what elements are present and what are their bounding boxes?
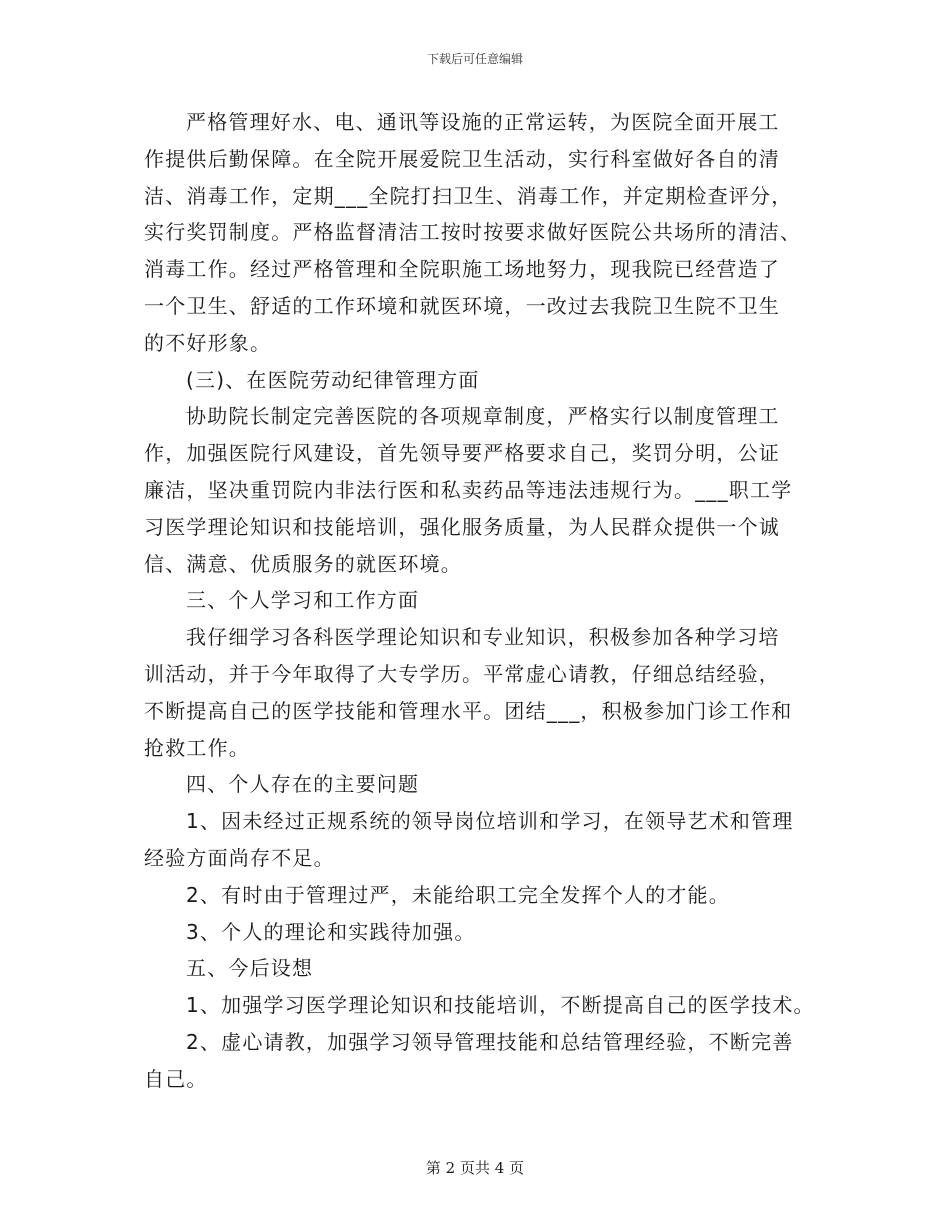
text-line: 作提供后勤保障。在全院开展爱院卫生活动，实行科室做好各自的清	[144, 146, 780, 171]
text-line: 习医学理论知识和技能培训，强化服务质量，为人民群众提供一个诚	[144, 514, 780, 539]
text-line: 严格管理好水、电、通讯等设施的正常运转，为医院全面开展工	[186, 110, 780, 134]
text-line: 消毒工作。经过严格管理和全院职施工场地努力，现我院已经营造了	[144, 257, 780, 282]
list-item-continuation: 经验方面尚存不足。	[144, 845, 335, 870]
text-line: 协助院长制定完善医院的各项规章制度，严格实行以制度管理工	[186, 404, 780, 429]
text-line: 一个卫生、舒适的工作环境和就医环境，一改过去我院卫生院不卫生	[144, 293, 780, 318]
page-footer: 第 2 页共 4 页	[425, 1159, 525, 1177]
text-line: 不断提高自己的医学技能和管理水平。团结___，积极参加门诊工作和	[144, 698, 793, 723]
text-line: 作，加强医院行风建设，首先领导要严格要求自己，奖罚分明，公证	[144, 441, 780, 466]
list-item-continuation: 自己。	[144, 1066, 208, 1091]
section-heading: 五、今后设想	[186, 956, 314, 981]
text-line: 实行奖罚制度。严格监督清洁工按时按要求做好医院公共场所的清洁、	[144, 220, 802, 245]
text-line: 洁、消毒工作，定期___全院打扫卫生、消毒工作，并定期检查评分，	[144, 183, 793, 208]
text-line: 我仔细学习各科医学理论知识和专业知识，积极参加各种学习培	[186, 625, 780, 650]
list-item: 3、个人的理论和实践待加强。	[186, 919, 476, 944]
text-line: 的不好形象。	[144, 330, 272, 355]
list-item: 1、因未经过正规系统的领导岗位培训和学习，在领导艺术和管理	[186, 809, 794, 834]
section-heading: 三、个人学习和工作方面	[186, 588, 420, 613]
list-item: 2、有时由于管理过严，未能给职工完全发挥个人的才能。	[186, 882, 730, 907]
page-header: 下载后可任意编辑	[426, 52, 523, 66]
section-heading: 四、个人存在的主要问题	[186, 772, 420, 797]
document-body	[144, 104, 824, 1098]
list-item: 1、加强学习医学理论知识和技能培训，不断提高自己的医学技术。	[186, 993, 815, 1018]
text-line: 信、满意、优质服务的就医环境。	[144, 551, 462, 576]
list-item: 2、虚心请教，加强学习领导管理技能和总结管理经验，不断完善	[186, 1029, 794, 1054]
section-heading: (三)、在医院劳动纪律管理方面	[186, 367, 480, 392]
text-line: 廉洁，坚决重罚院内非法行医和私卖药品等违法违规行为。___职工学	[144, 477, 793, 502]
text-line: 抢救工作。	[144, 735, 250, 760]
text-line: 训活动，并于今年取得了大专学历。平常虚心请教，仔细总结经验，	[144, 661, 780, 686]
